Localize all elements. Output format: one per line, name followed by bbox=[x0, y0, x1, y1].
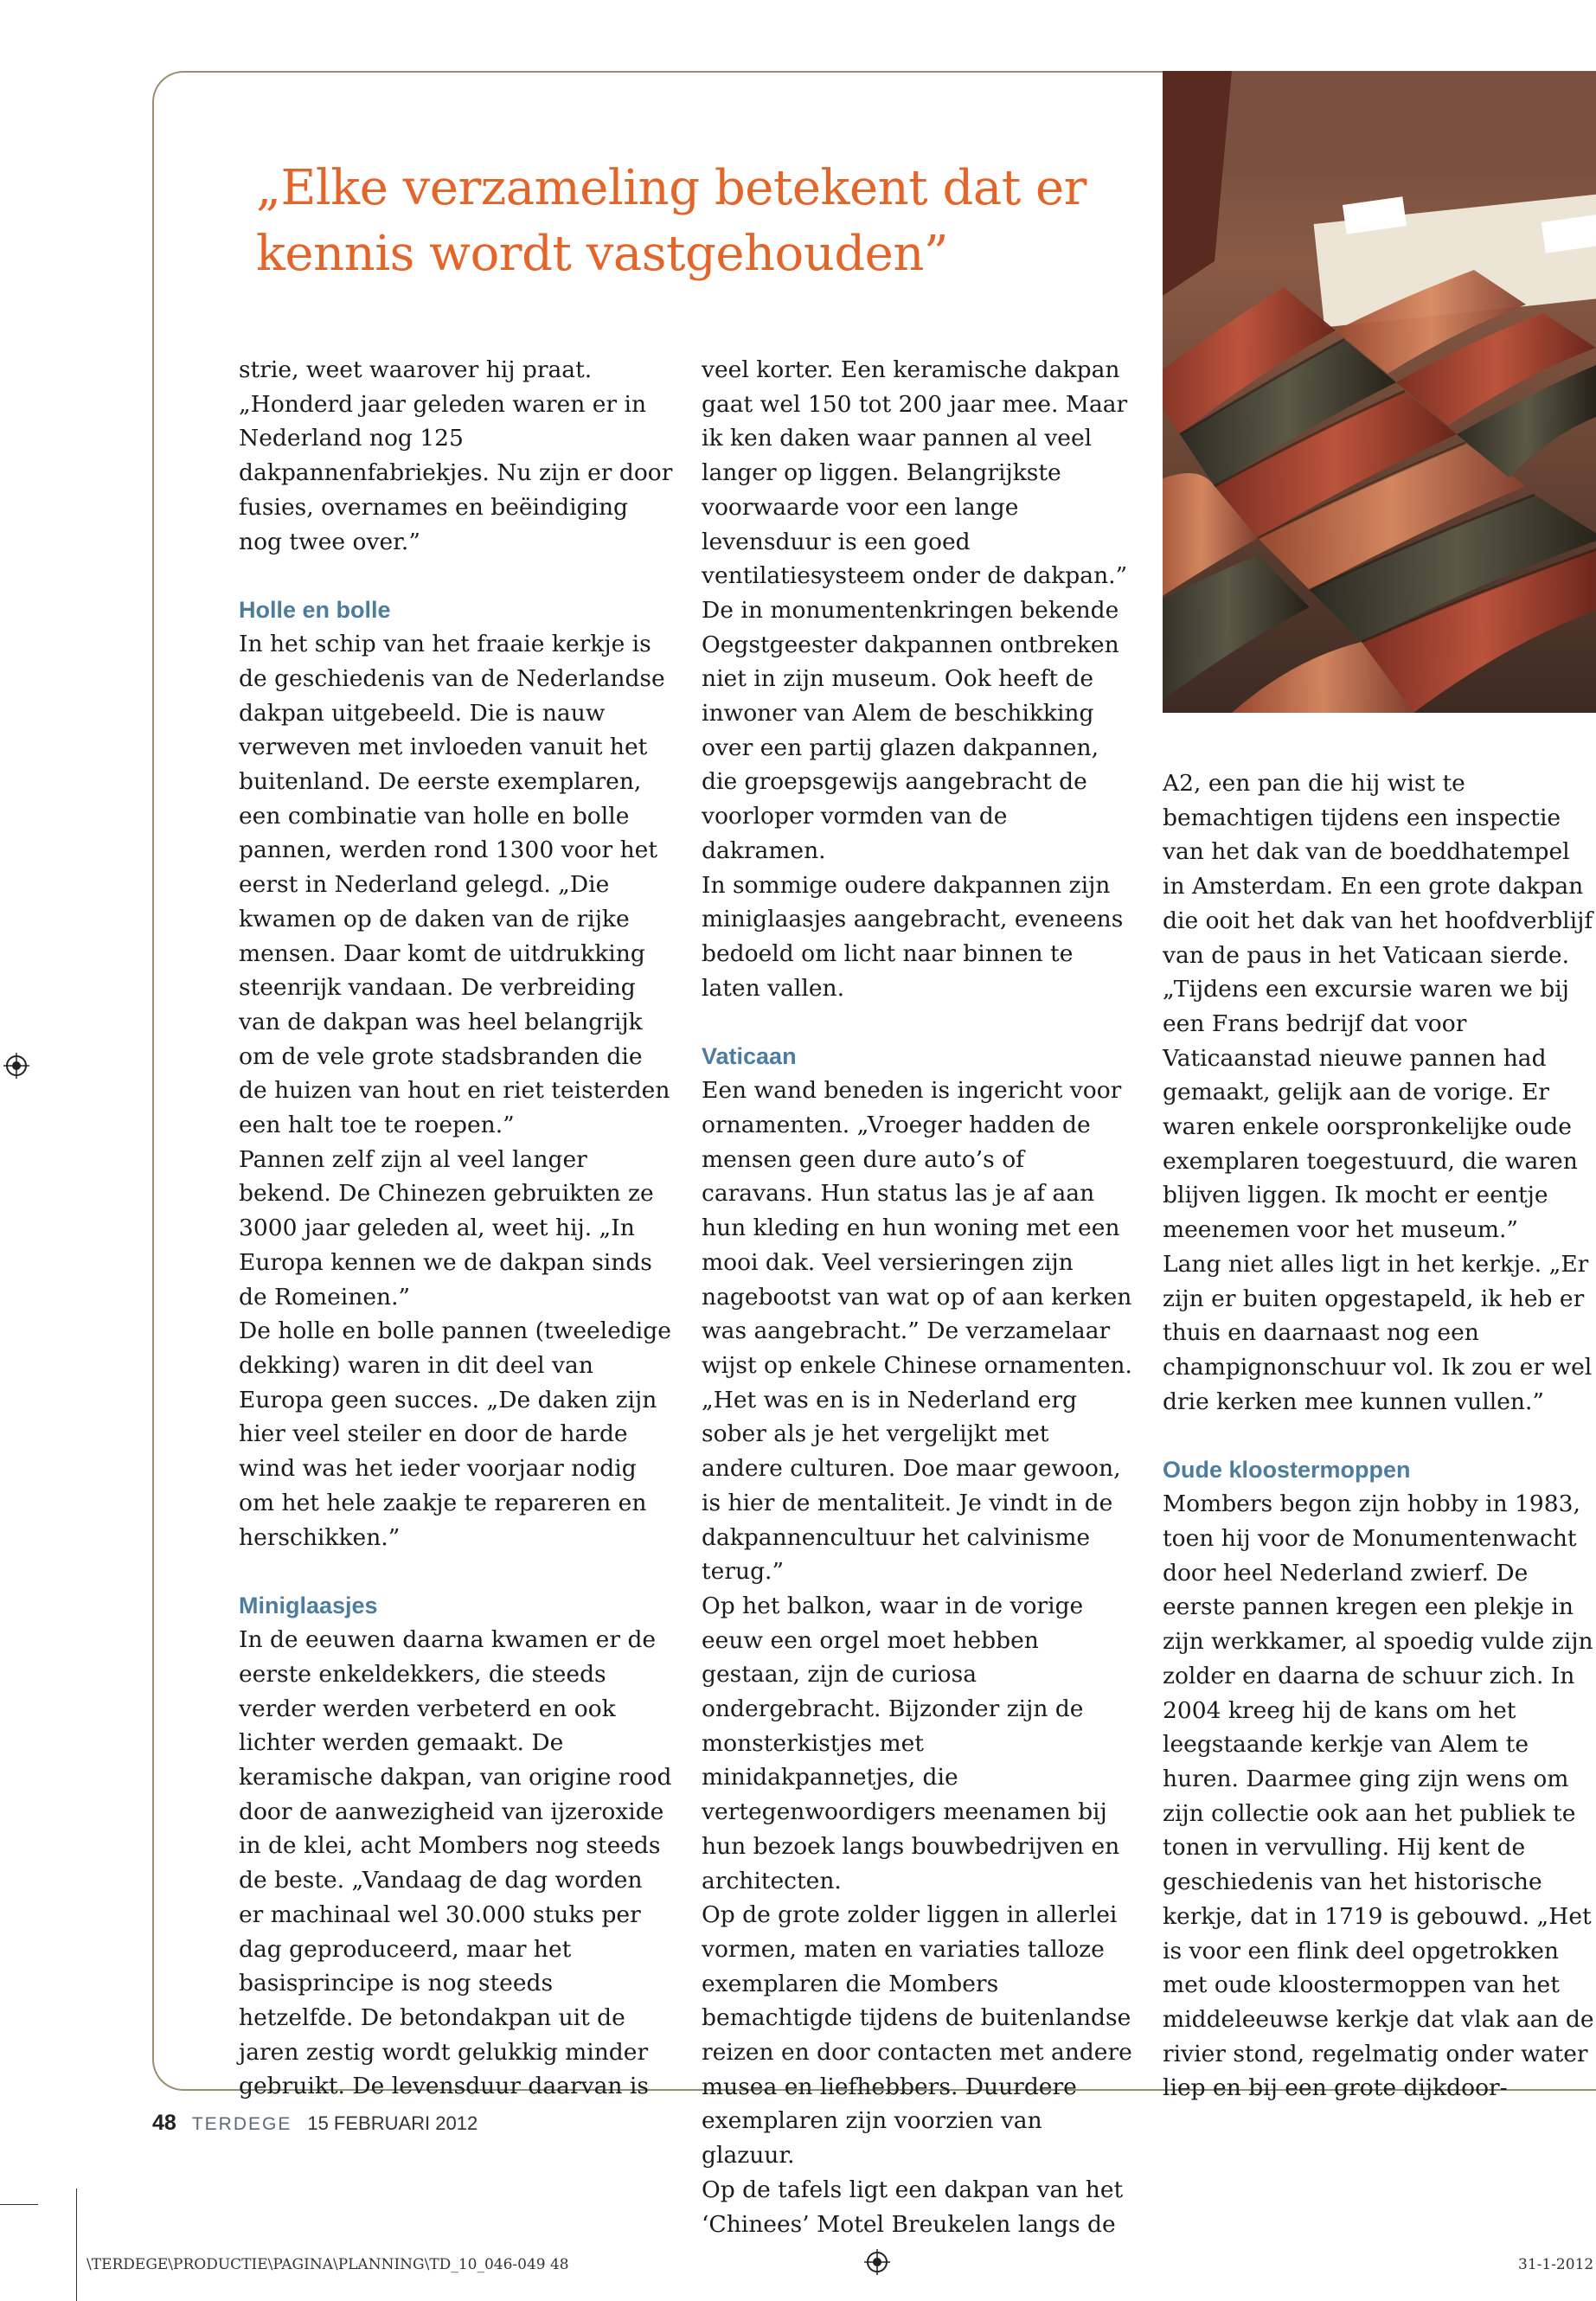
article-column-1 bbox=[239, 353, 673, 2104]
section-heading: Holle en bolle bbox=[239, 597, 391, 624]
roof-tiles-illustration bbox=[1163, 71, 1596, 713]
paragraph: Pannen zelf zijn al veel langer bekend. De Chinezen gebruikten ze 3000 jaar geleden al, weet hij. „In Europa kennen we de dakpan sinds de Romeinen.” bbox=[239, 1145, 654, 1311]
page-footer bbox=[152, 2111, 478, 2136]
print-slug-path: \TERDEGE\PRODUCTIE\PAGINA\PLANNING\TD_10_046-049 48 bbox=[87, 2256, 569, 2273]
registration-mark-icon bbox=[3, 1053, 29, 1079]
paragraph: Mombers begon zijn hobby in 1983, toen hij voor de Monumentenwacht door heel Nederland zwierf. De eerste pannen kregen een plekje in zijn werkkamer, al spoedig vulde zijn zolder en daarna de schuur zich. In 2004 kreeg hij de kans om het leegstaande kerkje van Alem te huren. Daarmee ging zijn wens om zijn collectie ook aan het publiek te tonen in vervulling. Hij kent de geschiedenis van het historische kerkje, dat in 1719 is gebouwd. „Het is voor een flink deel opgetrokken met oude kloostermoppen van het middeleeuwse kerkje dat vlak aan de rivier stond, regelmatig onder water liep en bij een grote dijkdoor- bbox=[1163, 1490, 1594, 2102]
paragraph: A2, een pan die hij wist te bemachtigen tijdens een inspectie van het dak van de boeddhatempel in Amsterdam. En een grote dakpan die ooit het dak van het hoofdverblijf van de paus in het Vaticaan sierde. „Tijdens een excursie waren we bij een Frans bedrijf dat voor Vaticaanstad nieuwe pannen had gemaakt, gelijk aan de vorige. Er waren enkele oorspronkelijke oude exemplaren toegestuurd, die waren blijven liggen. Ik mocht er eentje meenemen voor het museum.” bbox=[1163, 770, 1593, 1244]
paragraph: De in monumentenkringen bekende Oegstgeester dakpannen ontbreken niet in zijn museum. Ook heeft de inwoner van Alem de beschikking over een partij glazen dakpannen, die groepsgewijs aangebracht de voorloper vormden van de dakramen. bbox=[702, 596, 1119, 864]
paragraph: Op de tafels ligt een dakpan van het ‘Chinees’ Motel Breukelen langs de bbox=[702, 2176, 1124, 2238]
section-heading: Vaticaan bbox=[702, 1043, 797, 1070]
issue-date: 15 FEBRUARI 2012 bbox=[307, 2112, 478, 2134]
paragraph: In de eeuwen daarna kwamen er de eerste enkeldekkers, die steeds verder werden verbeterd en ook lichter werden gemaakt. De keramische dakpan, van origine rood door de aanwezigheid van ijzeroxide in de klei, acht Mombers nog steeds de beste. „Vandaag de dag worden er machinaal wel 30.000 stuks per dag geproduceerd, maar het basisprincipe is nog steeds hetzelfde. De betondakpan uit de jaren zestig wordt gelukkig minder gebruikt. De levensduur daarvan is bbox=[239, 1626, 672, 2100]
crop-mark bbox=[0, 2204, 38, 2205]
section-heading: Oude kloostermoppen bbox=[1163, 1457, 1411, 1484]
paragraph: Op het balkon, waar in de vorige eeuw een orgel moet hebben gestaan, zijn de curiosa ondergebracht. Bijzonder zijn de monsterkistjes met minidakpannetjes, die vertegenwoordigers meenamen bij hun bezoek langs bouwbedrijven en architecten. bbox=[702, 1592, 1120, 1894]
paragraph: Lang niet alles ligt in het kerkje. „Er zijn er buiten opgestapeld, ik heb er thuis en daarnaast nog een champignonschuur vol. Ik zou er wel drie kerken mee kunnen vullen.” bbox=[1163, 1250, 1593, 1415]
print-slug-date: 31-1-2012 bbox=[1518, 2256, 1594, 2273]
roof-tiles-photo bbox=[1163, 71, 1596, 713]
paragraph: Een wand beneden is ingericht voor ornamenten. „Vroeger hadden de mensen geen dure auto’s of caravans. Hun status las je af aan hun kleding en hun woning met een mooi dak. Veel versieringen zijn nagebootst van wat op of aan kerken was aangebracht.” De verzamelaar wijst op enkele Chinese ornamenten. „Het was en is in Nederland erg sober als je het vergelijkt met andere culturen. Doe maar gewoon, is hier de mentaliteit. Je vindt in de dakpannencultuur het calvinisme terug.” bbox=[702, 1077, 1132, 1586]
paragraph: De holle en bolle pannen (tweeledige dekking) waren in dit deel van Europa geen succes. „De daken zijn hier veel steiler en door de harde wind was het ieder voorjaar nodig om het hele zaakje te repareren en herschikken.” bbox=[239, 1317, 671, 1551]
paragraph: Op de grote zolder liggen in allerlei vormen, maten en variaties talloze exemplaren die Mombers bemachtigde tijdens de buitenlandse reizen en door contacten met andere musea en liefhebbers. Duurdere exemplaren zijn voorzien van glazuur. bbox=[702, 1901, 1132, 2170]
magazine-name: TERDEGE bbox=[191, 2114, 292, 2134]
paragraph: In sommige oudere dakpannen zijn miniglaasjes aangebracht, eveneens bedoeld om licht naar binnen te laten vallen. bbox=[702, 871, 1124, 1002]
page-number: 48 bbox=[152, 2111, 176, 2135]
section-heading: Miniglaasjes bbox=[239, 1593, 378, 1619]
crop-mark bbox=[76, 2189, 77, 2301]
paragraph: In het schip van het fraaie kerkje is de geschiedenis van de Nederlandse dakpan uitgebeeld. Die is nauw verweven met invloeden vanuit het buitenland. De eerste exemplaren, een combinatie van holle en bolle pannen, werden rond 1300 voor het eerst in Nederland gelegd. „Die kwamen op de daken van de rijke mensen. Daar komt de uitdrukking steenrijk vandaan. De verbreiding van de dakpan was heel belangrijk om de vele grote stadsbranden die de huizen van hout en riet teisterden een halt toe te roepen.” bbox=[239, 631, 670, 1139]
article-headline: „Elke verzameling betekent dat er kennis wordt vastgehouden” bbox=[256, 160, 1086, 282]
paragraph: strie, weet waarover hij praat. „Honderd jaar geleden waren er in Nederland nog 125 dakpannenfabriekjes. Nu zijn er door fusies, overnames en beëindiging nog twee over.” bbox=[239, 356, 673, 555]
article-column-2 bbox=[702, 353, 1136, 2241]
article-column-3 bbox=[1163, 766, 1595, 2106]
registration-mark-icon bbox=[864, 2249, 890, 2275]
paragraph: veel korter. Een keramische dakpan gaat wel 150 tot 200 jaar mee. Maar ik ken daken waar pannen al veel langer op liggen. Belangrijkste voorwaarde voor een lange levensduur is een goed ventilatiesysteem onder de dakpan.” bbox=[702, 356, 1128, 590]
